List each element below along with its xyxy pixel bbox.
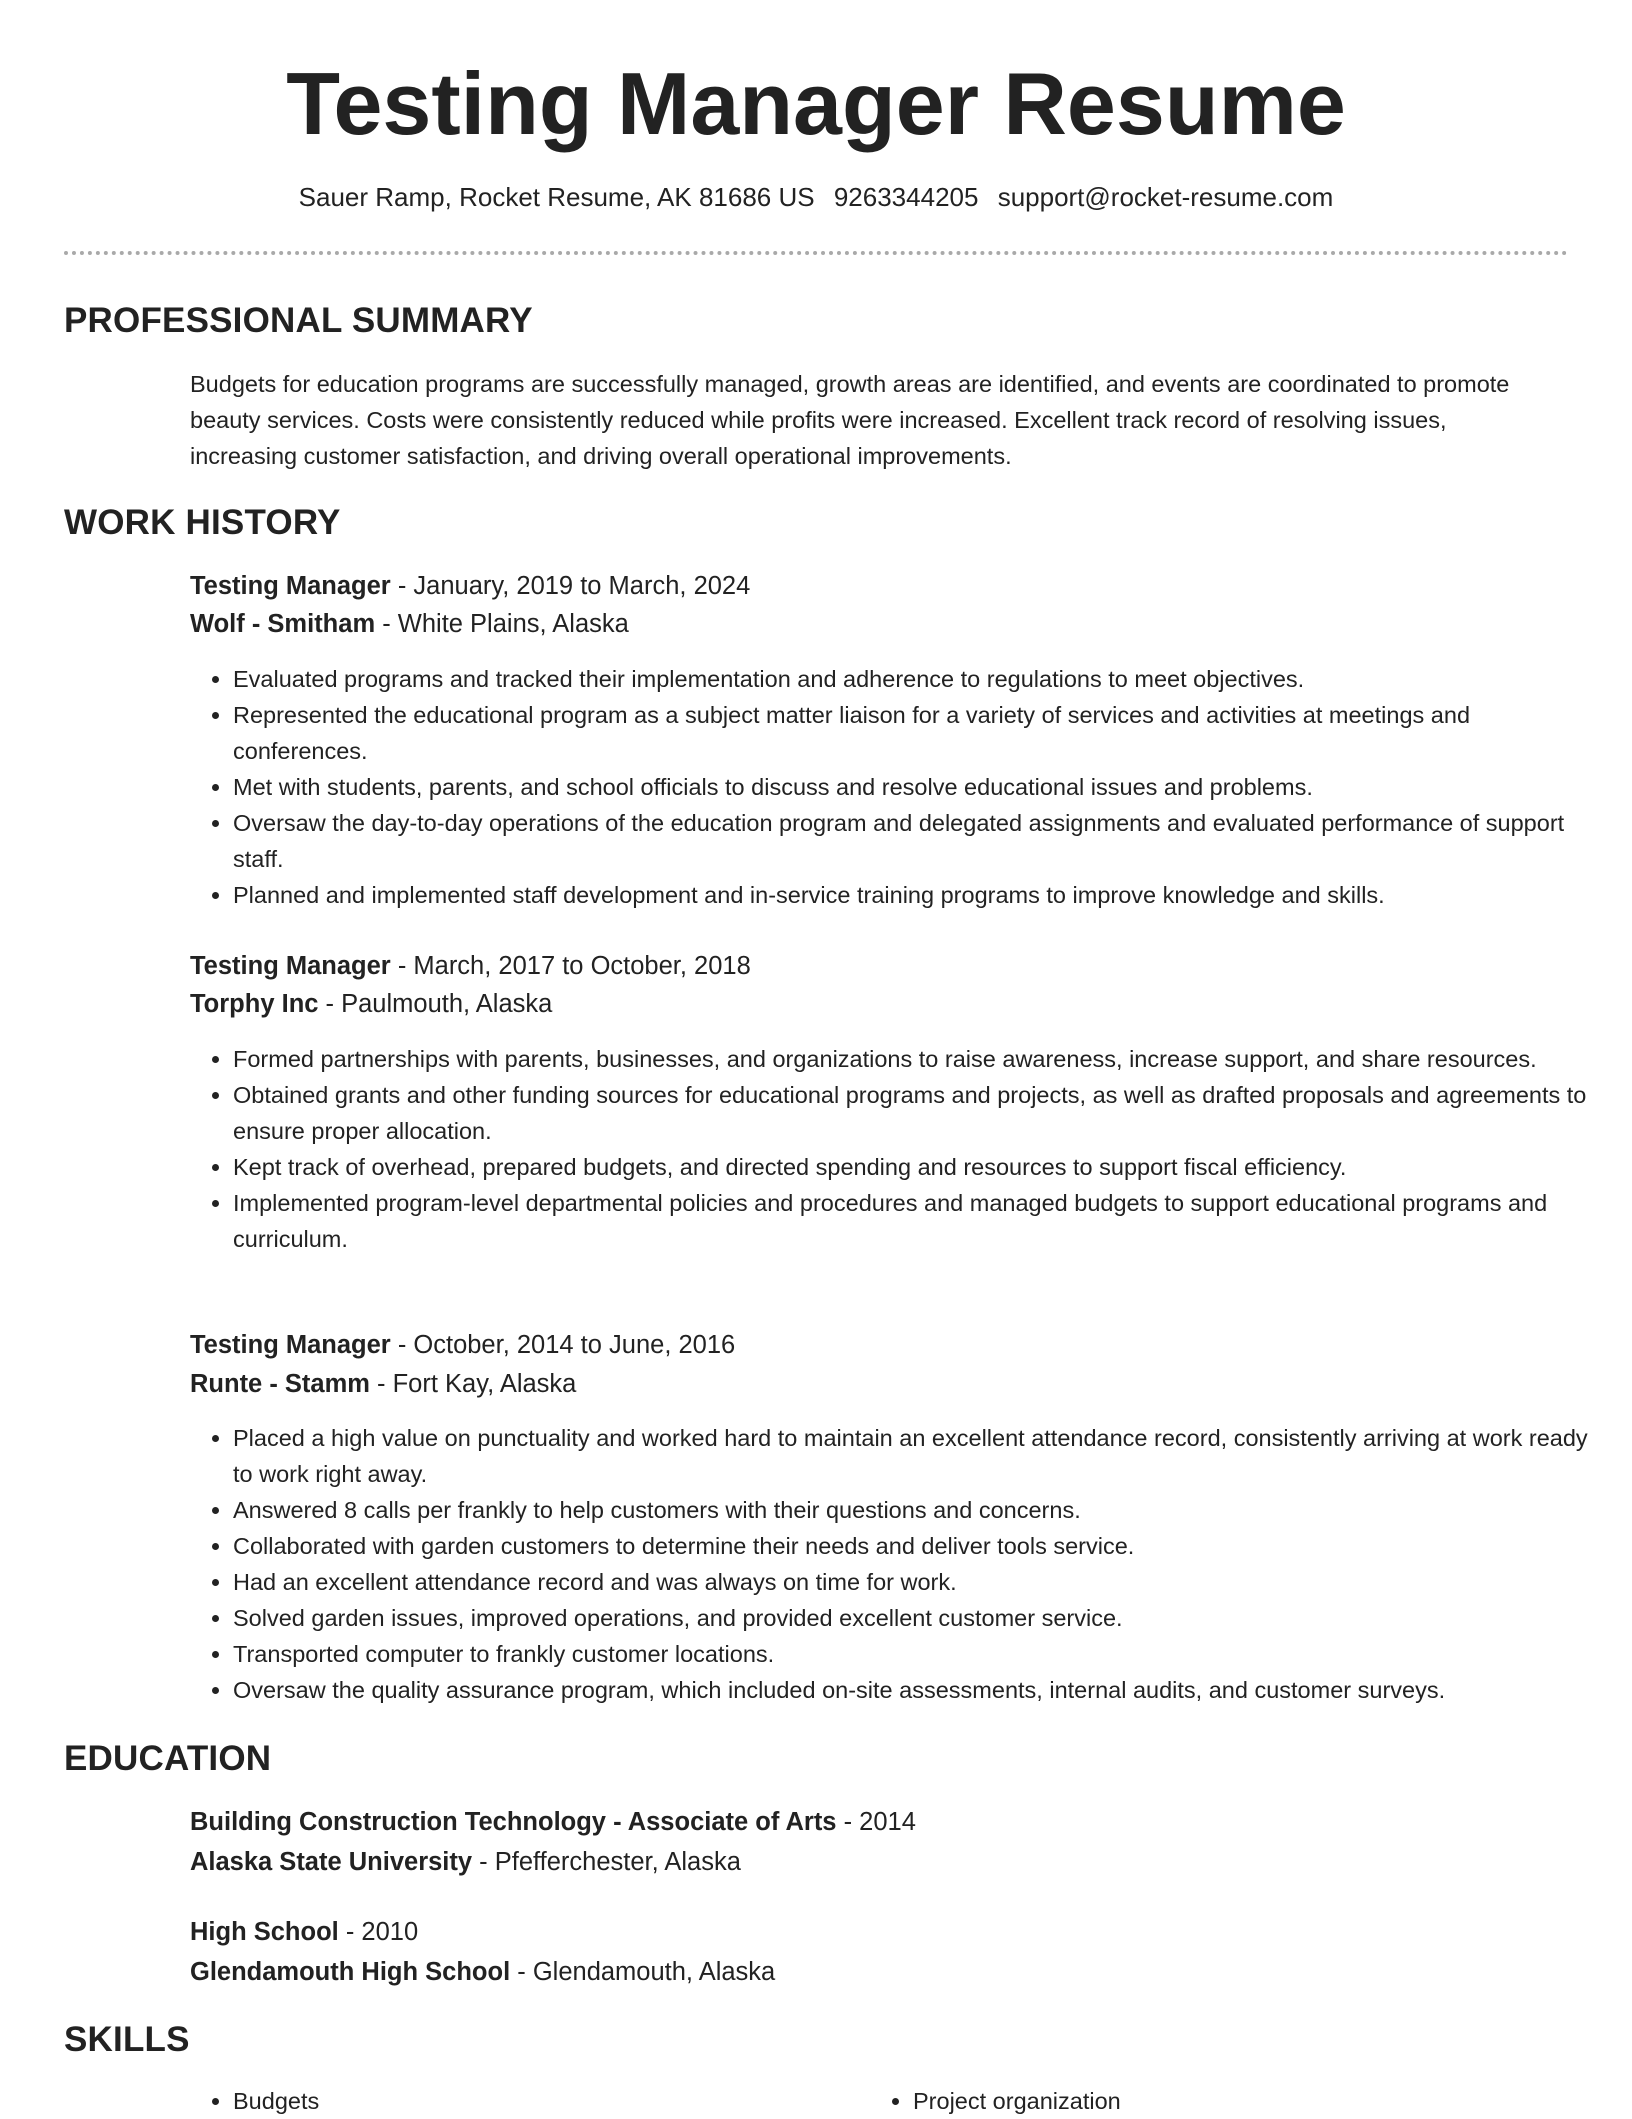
education-school: Glendamouth High School <box>190 1958 511 1986</box>
list-item: • Represented the educational program as a subject matter liaison for a variety of services and activities at meetings and conferences. <box>233 697 1603 769</box>
skills-list-left <box>190 2083 873 2119</box>
section-title-education: EDUCATION <box>64 1739 272 1778</box>
job-company: Torphy Inc <box>190 990 319 1018</box>
list-item: • Obtained grants and other funding sources for educational programs and projects, as well as drafted proposals and agreements to ensure proper allocation. <box>233 1077 1603 1149</box>
education-year: - 2010 <box>338 1918 419 1946</box>
list-item: • Answered 8 calls per frankly to help customers with their questions and concerns. <box>233 1492 1603 1528</box>
contact-phone: 9263344205 <box>833 182 979 212</box>
education-2-school-line <box>190 1953 1560 1991</box>
skill-item: • Budgets <box>233 2083 873 2119</box>
job-location: - Paulmouth, Alaska <box>318 990 553 1018</box>
list-item: • Evaluated programs and tracked their implementation and adherence to regulations to meet objectives. <box>233 661 1603 697</box>
education-2-degree-line <box>190 1913 1560 1951</box>
contact-address: Sauer Ramp, Rocket Resume, AK 81686 US <box>298 182 815 212</box>
job-title: Testing Manager <box>190 952 391 980</box>
job-2-title-line <box>190 947 1560 985</box>
job-1-bullets <box>190 661 1603 913</box>
job-dates: - January, 2019 to March, 2024 <box>390 572 751 600</box>
job-2-bullets <box>190 1041 1603 1257</box>
list-item: • Placed a high value on punctuality and worked hard to maintain an excellent attendance record, consistently arriving at work ready to work right away. <box>233 1420 1603 1492</box>
summary-text: Budgets for education programs are successfully managed, growth areas are identified, and events are coordinated to promote beauty services. Costs were consistently reduced while profits were increased. Excellent track record of resolving issues, increasing customer satisfaction, and driving overall operational improvements. <box>190 371 1510 469</box>
list-item: • Oversaw the quality assurance program, which included on-site assessments, internal audits, and customer surveys. <box>233 1672 1603 1708</box>
education-degree: High School <box>190 1918 339 1946</box>
job-company: Wolf - Smitham <box>190 610 376 638</box>
list-item: • Solved garden issues, improved operations, and provided excellent customer service. <box>233 1600 1603 1636</box>
list-item: • Oversaw the day-to-day operations of the education program and delegated assignments and evaluated performance of support staff. <box>233 805 1603 877</box>
job-3-bullets <box>190 1420 1603 1708</box>
job-dates: - October, 2014 to June, 2016 <box>390 1331 736 1359</box>
job-3-company-line <box>190 1365 1560 1403</box>
resume-title: Testing Manager Resume <box>286 54 1346 153</box>
education-location: - Pfefferchester, Alaska <box>472 1848 741 1876</box>
list-item: • Kept track of overhead, prepared budgets, and directed spending and resources to support fiscal efficiency. <box>233 1149 1603 1185</box>
job-location: - Fort Kay, Alaska <box>369 1370 577 1398</box>
list-item: • Had an excellent attendance record and was always on time for work. <box>233 1564 1603 1600</box>
section-title-summary: PROFESSIONAL SUMMARY <box>64 301 533 340</box>
list-item: • Collaborated with garden customers to determine their needs and deliver tools service. <box>233 1528 1603 1564</box>
job-2-company-line <box>190 985 1560 1023</box>
education-1-school-line <box>190 1843 1560 1881</box>
list-item: • Implemented program-level departmental policies and procedures and managed budgets to support educational programs and curriculum. <box>233 1185 1603 1257</box>
job-title: Testing Manager <box>190 572 391 600</box>
education-year: - 2014 <box>836 1808 916 1836</box>
contact-line <box>0 180 1632 214</box>
job-3-title-line <box>190 1326 1560 1364</box>
list-item: • Formed partnerships with parents, businesses, and organizations to raise awareness, increase support, and share resources. <box>233 1041 1603 1077</box>
header-divider <box>64 251 1568 255</box>
section-title-work-history: WORK HISTORY <box>64 503 341 542</box>
job-1-company-line <box>190 605 1560 643</box>
education-1-degree-line <box>190 1803 1560 1841</box>
section-title-skills: SKILLS <box>64 2020 190 2059</box>
list-item: • Transported computer to frankly customer locations. <box>233 1636 1603 1672</box>
list-item: • Met with students, parents, and school officials to discuss and resolve educational issues and problems. <box>233 769 1603 805</box>
skills-list-right <box>870 2083 1553 2119</box>
education-school: Alaska State University <box>190 1848 473 1876</box>
job-dates: - March, 2017 to October, 2018 <box>390 952 751 980</box>
job-company: Runte - Stamm <box>190 1370 370 1398</box>
skill-item: • Project organization <box>913 2083 1553 2119</box>
education-degree: Building Construction Technology - Associate of Arts <box>190 1808 837 1836</box>
list-item: • Planned and implemented staff development and in-service training programs to improve knowledge and skills. <box>233 877 1603 913</box>
job-1-title-line <box>190 567 1560 605</box>
education-location: - Glendamouth, Alaska <box>510 1958 776 1986</box>
contact-email: support@rocket-resume.com <box>997 182 1334 212</box>
job-location: - White Plains, Alaska <box>375 610 629 638</box>
job-title: Testing Manager <box>190 1331 391 1359</box>
